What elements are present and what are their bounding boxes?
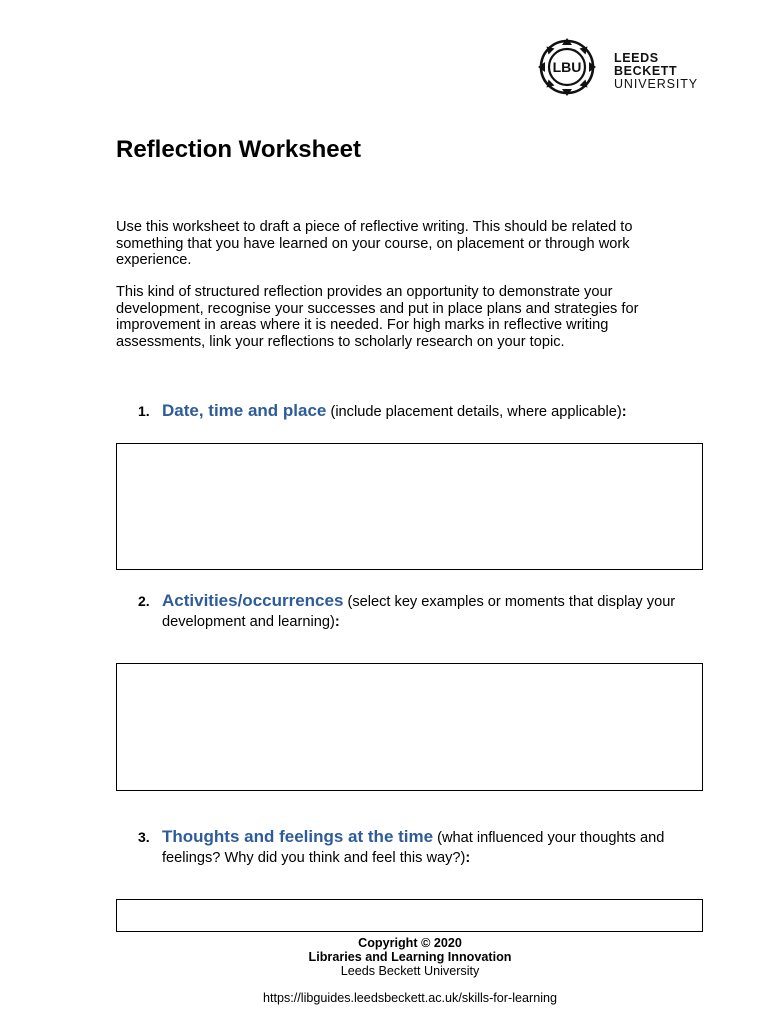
logo-emblem-text: LBU (552, 59, 582, 75)
intro-paragraph-2: This kind of structured reflection provides an opportunity to demonstrate your development, recognise your successes and put in place plans and strategies for improvement in areas where it is needed. For high marks in reflective writing assessments, link your reflections to scholarly research on your topic. (116, 284, 639, 350)
logo-line-leeds: LEEDS (614, 51, 659, 65)
question-number: 3. (138, 829, 150, 845)
logo-line-beckett: BECKETT (614, 64, 678, 78)
rose-emblem-icon (538, 38, 600, 100)
question-2 (138, 591, 708, 632)
question-heading: Activities/occurrences (162, 591, 344, 610)
page-title: Reflection Worksheet (116, 136, 361, 163)
question-detail: (what influenced your thoughts and feelings? Why did you think and feel this way?) (162, 830, 665, 866)
footer-university: Leeds Beckett University (340, 964, 480, 978)
question-3 (138, 827, 708, 868)
university-logo (538, 38, 699, 96)
question-detail: (select key examples or moments that display your development and learning) (162, 594, 676, 630)
question-colon: : (465, 850, 471, 866)
question-colon: : (621, 404, 627, 420)
footer-department: Libraries and Learning Innovation (308, 950, 512, 964)
question-heading: Thoughts and feelings at the time (162, 827, 434, 846)
question-number: 2. (138, 593, 150, 609)
footer-url-line (0, 991, 768, 1005)
footer-copyright: Copyright © 2020 (358, 936, 462, 950)
answer-box-thoughts-feelings[interactable] (116, 899, 703, 932)
question-colon: : (334, 614, 340, 630)
intro-paragraph-1: Use this worksheet to draft a piece of reflective writing. This should be related to something that you have learned on your course, on placement or through work experience. (116, 219, 633, 269)
question-1 (138, 401, 708, 422)
question-heading: Date, time and place (162, 401, 327, 420)
question-number: 1. (138, 403, 150, 419)
footer-url: https://libguides.leedsbeckett.ac.uk/skills-for-learning (263, 991, 557, 1005)
question-detail: (include placement details, where applicable) (330, 404, 622, 420)
footer (0, 936, 768, 978)
answer-box-date-time-place[interactable] (116, 443, 703, 570)
answer-box-activities[interactable] (116, 663, 703, 791)
logo-line-university: UNIVERSITY (614, 77, 699, 91)
